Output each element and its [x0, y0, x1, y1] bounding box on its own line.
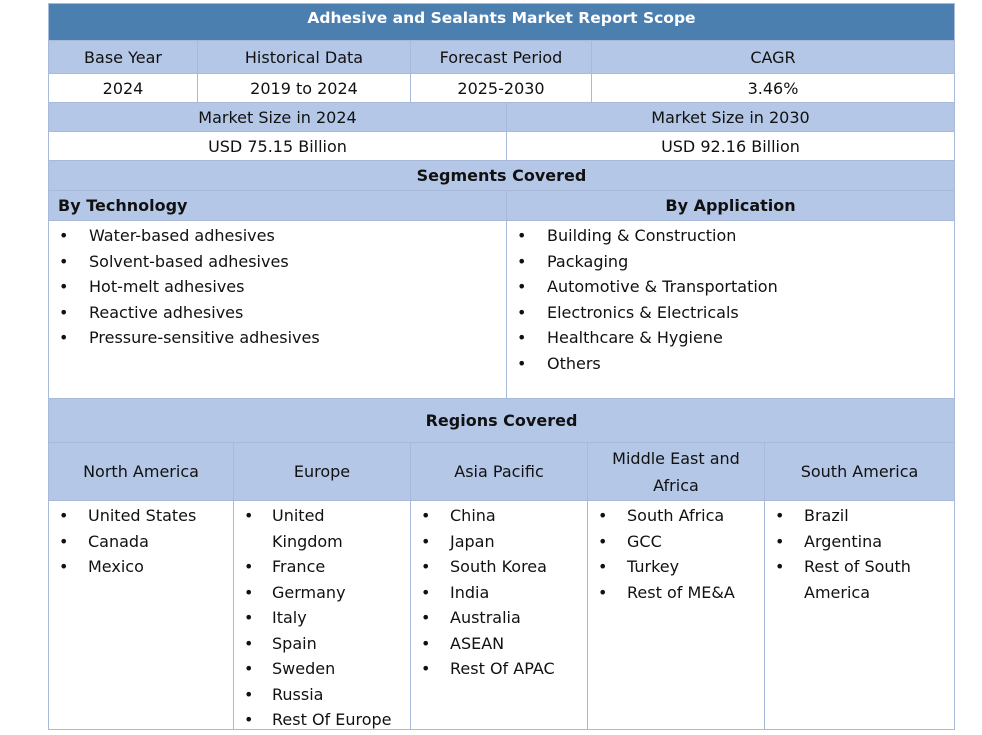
- list-item: • Building & Construction: [507, 223, 778, 249]
- list-item: • Argentina: [765, 529, 950, 555]
- europe-list-cell: [233, 501, 410, 730]
- south-america-list: [765, 503, 950, 605]
- middle-east-africa-header: Middle East and Africa: [587, 443, 764, 501]
- south-america-header: South America: [764, 443, 955, 501]
- historical-data-value: 2019 to 2024: [197, 74, 410, 103]
- table-title: Adhesive and Sealants Market Report Scope: [48, 4, 955, 41]
- list-item: • Rest Of APAC: [411, 656, 555, 682]
- segments-heading: Segments Covered: [48, 161, 955, 191]
- list-item: • Rest Of Europe: [234, 707, 409, 733]
- middle-east-africa-list: [588, 503, 735, 605]
- segments-subheading-row: [48, 191, 955, 221]
- by-technology-heading: By Technology: [48, 191, 506, 221]
- asia-pacific-list: [411, 503, 555, 682]
- asia-pacific-header: Asia Pacific: [410, 443, 587, 501]
- market-size-2024-value: USD 75.15 Billion: [48, 132, 506, 161]
- list-item: • Turkey: [588, 554, 735, 580]
- list-item: • Italy: [234, 605, 409, 631]
- list-item: • Electronics & Electricals: [507, 300, 778, 326]
- list-item: • Healthcare & Hygiene: [507, 325, 778, 351]
- list-item: • India: [411, 580, 555, 606]
- list-item: • Canada: [49, 529, 196, 555]
- application-list: [507, 223, 778, 376]
- list-item: • Sweden: [234, 656, 409, 682]
- list-item: • France: [234, 554, 409, 580]
- market-size-value-row: [48, 132, 955, 161]
- overview-value-row: [48, 74, 955, 103]
- regions-header-row: [48, 443, 955, 501]
- technology-list: [49, 223, 320, 351]
- north-america-list: [49, 503, 196, 580]
- list-item: • GCC: [588, 529, 735, 555]
- list-item: • Australia: [411, 605, 555, 631]
- by-application-heading: By Application: [506, 191, 955, 221]
- europe-header: Europe: [233, 443, 410, 501]
- market-size-2024-header: Market Size in 2024: [48, 103, 506, 132]
- market-size-2030-value: USD 92.16 Billion: [506, 132, 955, 161]
- list-item: • South Africa: [588, 503, 735, 529]
- cagr-header: CAGR: [591, 41, 955, 74]
- market-size-header-row: [48, 103, 955, 132]
- forecast-period-value: 2025-2030: [410, 74, 591, 103]
- asia-pacific-list-cell: [410, 501, 587, 730]
- list-item: • Reactive adhesives: [49, 300, 320, 326]
- list-item: • Spain: [234, 631, 409, 657]
- list-item: • Rest of South America: [765, 554, 950, 605]
- list-item: • ASEAN: [411, 631, 555, 657]
- regions-heading-row: [48, 399, 955, 443]
- list-item: • Automotive & Transportation: [507, 274, 778, 300]
- overview-header-row: [48, 41, 955, 74]
- technology-list-cell: [48, 221, 506, 399]
- title-row: [48, 3, 955, 41]
- report-scope-table: [48, 3, 955, 730]
- list-item: • Solvent-based adhesives: [49, 249, 320, 275]
- north-america-list-cell: [48, 501, 233, 730]
- historical-data-header: Historical Data: [197, 41, 410, 74]
- application-list-cell: [506, 221, 955, 399]
- market-size-2030-header: Market Size in 2030: [506, 103, 955, 132]
- list-item: • China: [411, 503, 555, 529]
- segments-heading-row: [48, 161, 955, 191]
- list-item: • Germany: [234, 580, 409, 606]
- forecast-period-header: Forecast Period: [410, 41, 591, 74]
- segments-list-row: [48, 221, 955, 399]
- base-year-value: 2024: [48, 74, 197, 103]
- list-item: • Rest of ME&A: [588, 580, 735, 606]
- regions-list-row: [48, 501, 955, 730]
- list-item: • Mexico: [49, 554, 196, 580]
- list-item: • United States: [49, 503, 196, 529]
- list-item: • Pressure-sensitive adhesives: [49, 325, 320, 351]
- list-item: • Others: [507, 351, 778, 377]
- list-item: • Japan: [411, 529, 555, 555]
- north-america-header: North America: [48, 443, 233, 501]
- regions-heading: Regions Covered: [48, 399, 955, 443]
- list-item: • Water-based adhesives: [49, 223, 320, 249]
- middle-east-africa-list-cell: [587, 501, 764, 730]
- south-america-list-cell: [764, 501, 955, 730]
- list-item: • Russia: [234, 682, 409, 708]
- base-year-header: Base Year: [48, 41, 197, 74]
- list-item: • South Korea: [411, 554, 555, 580]
- list-item: • Hot-melt adhesives: [49, 274, 320, 300]
- list-item: • United Kingdom: [234, 503, 409, 554]
- list-item: • Brazil: [765, 503, 950, 529]
- europe-list: [234, 503, 409, 733]
- cagr-value: 3.46%: [591, 74, 955, 103]
- list-item: • Packaging: [507, 249, 778, 275]
